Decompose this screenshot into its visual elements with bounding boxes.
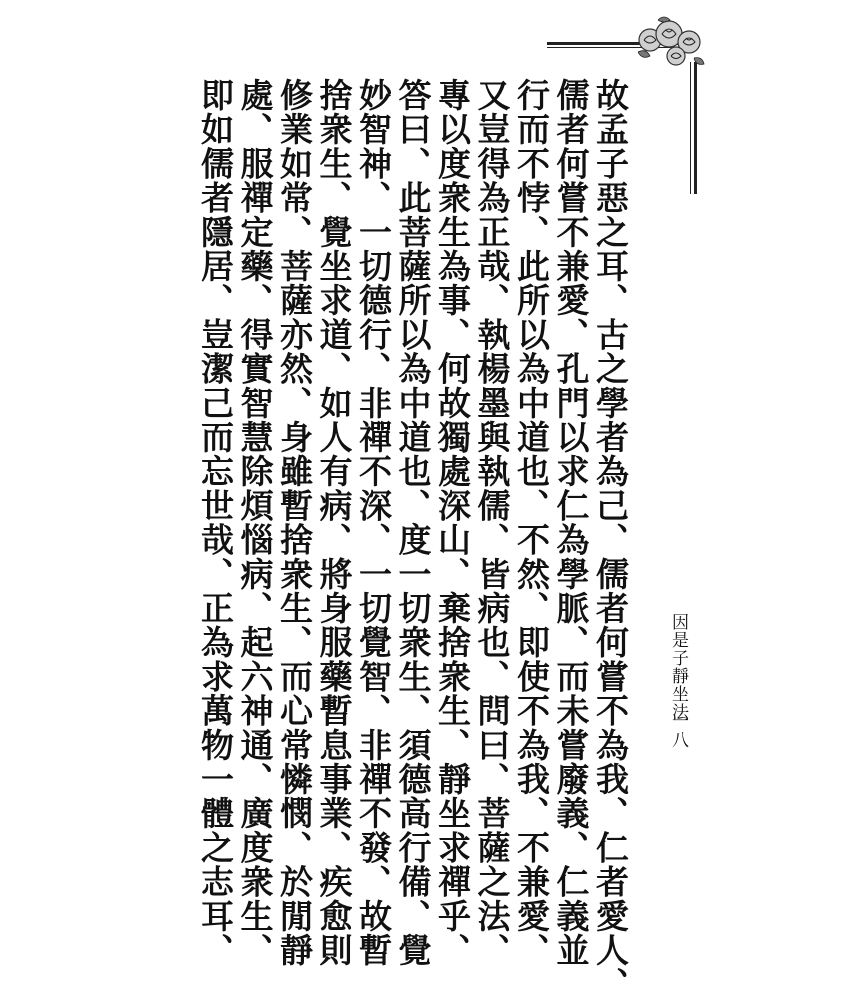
vertical-body-text	[196, 78, 630, 1001]
text-column: 捨衆生、覺坐求道、如人有病、將身服藥暫息事業、疾愈則	[314, 78, 354, 968]
text-column: 專以度衆生為事、何故獨處深山、棄捨衆生、靜坐求禪乎、	[433, 78, 472, 968]
text-column: 修業如常、菩薩亦然、身雖暫捨衆生、而心常憐憫、於閒靜	[275, 78, 314, 968]
page-number: 一八	[668, 712, 688, 750]
text-column: 儒者何嘗不兼愛、孔門以求仁為學脈、而未嘗廢義、仁義並	[551, 78, 591, 968]
text-column: 又豈得為正哉、執楊墨與執儒、皆病也、問曰、菩薩之法、	[472, 78, 512, 968]
text-column: 故孟子惡之耳、古之學者為己、儒者何嘗不為我、仁者愛人、	[591, 78, 630, 1001]
frame-line-right	[694, 62, 697, 194]
text-column: 答曰、此菩薩所以為中道也、度一切衆生、須德高行備、覺	[393, 78, 433, 968]
rose-flower-icon	[636, 12, 706, 70]
text-column: 妙智神、一切德行、非禪不深、一切覺智、非禪不發、故暫	[354, 78, 393, 968]
text-column: 行而不悖、此所以為中道也、不然、即使不為我、不兼愛、	[512, 78, 551, 968]
text-column: 處、服禪定藥、得實智慧除煩惱病、起六神通、廣度衆生、	[235, 78, 275, 968]
text-column: 即如儒者隱居、豈潔己而忘世哉、正為求萬物一體之志耳、	[196, 78, 235, 968]
frame-line-right-inner	[690, 62, 691, 194]
running-header-title: 因是子靜坐法	[668, 613, 688, 721]
